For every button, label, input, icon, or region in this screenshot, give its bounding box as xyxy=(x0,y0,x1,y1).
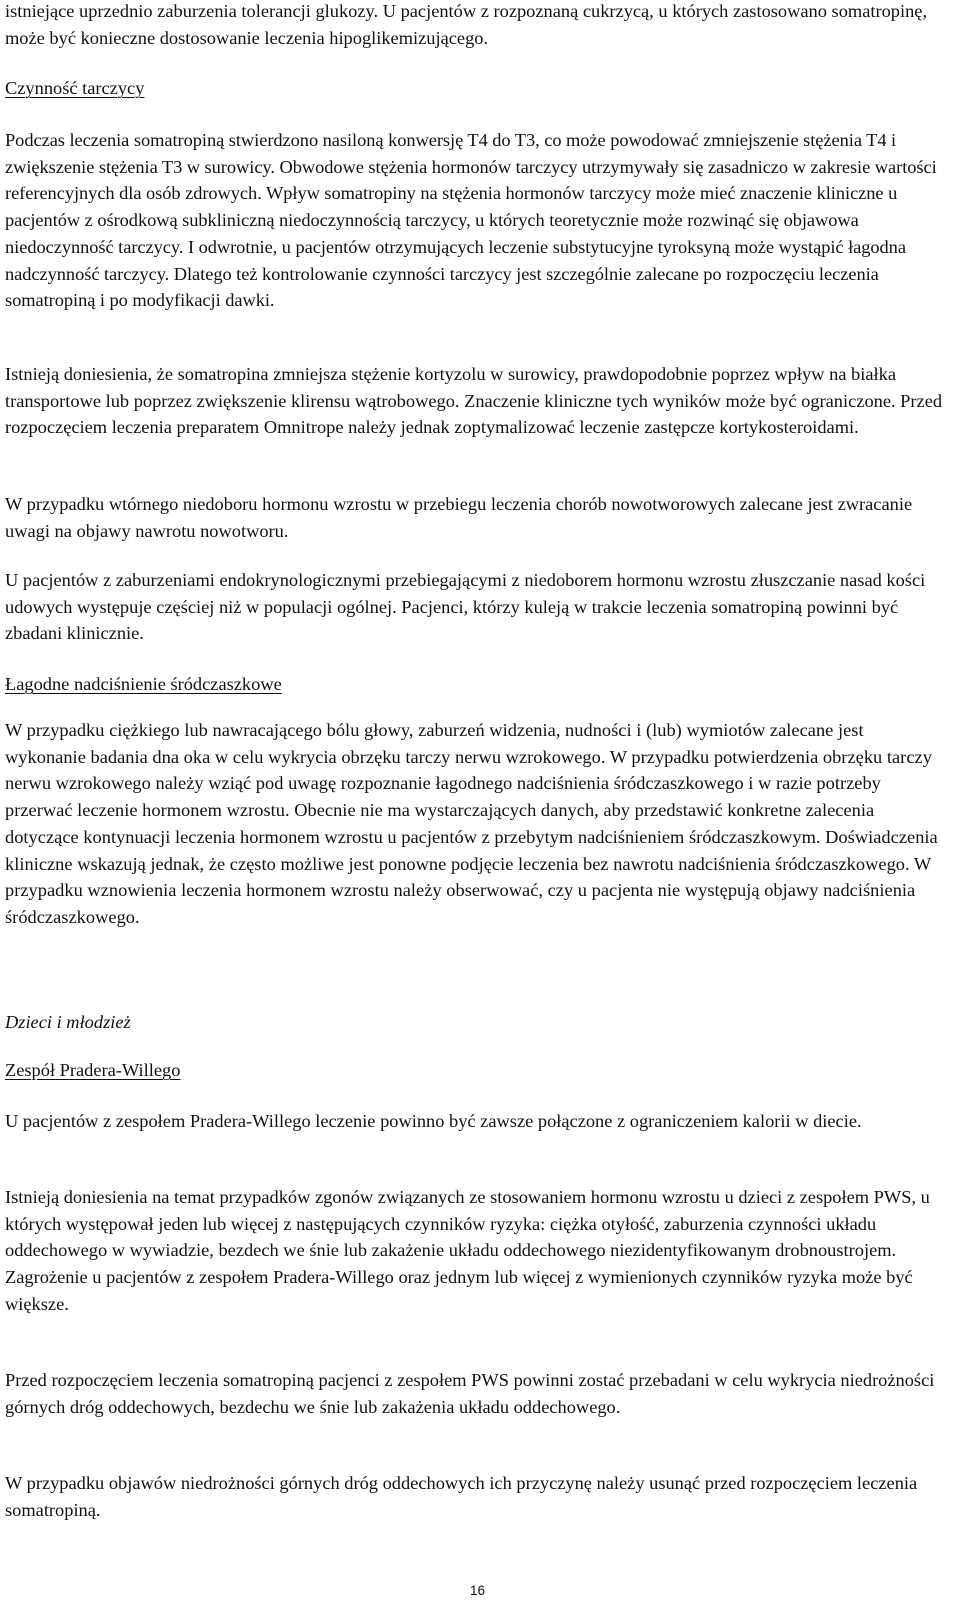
paragraph-pws-fatalities: Istnieją doniesienia na temat przypadków zgonów związanych ze stosowaniem hormonu wzrostu u dzieci z zespołem PWS, u których występował jeden lub więcej z następujących czynników ryzyka: ciężka otyłość, zaburzenia czynności układu oddechowego w wywiadzie, bezdech we śnie lub zakażenie układu oddechowego niezidentyfikowanym drobnoustrojem. Zagrożenie u pacjentów z zespołem Pradera-Willego oraz jednym lub więcej z wymienionych czynników ryzyka może być większe. xyxy=(5,1187,930,1314)
heading-children-adolescents: Dzieci i młodzież xyxy=(5,1012,131,1032)
paragraph-intracranial-hypertension: W przypadku ciężkiego lub nawracającego bólu głowy, zaburzeń widzenia, nudności i (lub) wymiotów zalecane jest wykonanie badania dna oka w celu wykrycia obrzęku tarczy nerwu wzrokowego. W przypadku potwierdzenia obrzęku tarczy nerwu wzrokowego należy wziąć pod uwagę rozpoznanie łagodnego nadciśnienia śródczaszkowego i w razie potrzeby przerwać leczenie hormonem wzrostu. Obecnie nie ma wystarczających danych, aby przedstawić konkretne zalecenia dotyczące kontynuacji leczenia hormonem wzrostu u pacjentów z przebytym nadciśnieniem śródczaszkowym. Doświadczenia kliniczne wskazują jednak, że często możliwe jest ponowne podjęcie leczenia bez nawrotu nadciśnienia śródczaszkowego. W przypadku wznowienia leczenia hormonem wzrostu należy obserwować, czy u pacjenta nie występują objawy nadciśnienia śródczaszkowego. xyxy=(5,720,938,927)
paragraph-pws-airway-obstruction: W przypadku objawów niedrożności górnych dróg oddechowych ich przyczynę należy usunąć przed rozpoczęciem leczenia somatropiną. xyxy=(5,1473,918,1520)
paragraph-cortisol: Istnieją doniesienia, że somatropina zmniejsza stężenie kortyzolu w surowicy, prawdopodobnie poprzez wpływ na białka transportowe lub poprzez zwiększenie klirensu wątrobowego. Znaczenie kliniczne tych wyników może być ograniczone. Przed rozpoczęciem leczenia preparatem Omnitrope należy jednak zoptymalizować leczenie zastępcze kortykosteroidami. xyxy=(5,364,943,438)
paragraph-pws-calorie-restriction: U pacjentów z zespołem Pradera-Willego leczenie powinno być zawsze połączone z ograniczeniem kalorii w diecie. xyxy=(5,1111,862,1131)
page-number: 16 xyxy=(469,1583,486,1598)
paragraph-pws-evaluation: Przed rozpoczęciem leczenia somatropiną pacjenci z zespołem PWS powinni zostać przebadani w celu wykrycia niedrożności górnych dróg oddechowych, bezdechu we śnie lub zakażenia układu oddechowego. xyxy=(5,1370,935,1417)
paragraph-femoral-epiphysis: U pacjentów z zaburzeniami endokrynologicznymi przebiegającymi z niedoborem hormonu wzrostu złuszczanie nasad kości udowych występuje częściej niż w populacji ogólnej. Pacjenci, którzy kuleją w trakcie leczenia somatropiną powinni być zbadani klinicznie. xyxy=(5,570,926,644)
paragraph-neoplasm: W przypadku wtórnego niedoboru hormonu wzrostu w przebiegu leczenia chorób nowotworowych zalecane jest zwracanie uwagi na objawy nawrotu nowotworu. xyxy=(5,494,913,541)
paragraph-glucose-tolerance: istniejące uprzednio zaburzenia tolerancji glukozy. U pacjentów z rozpoznaną cukrzycą, u których zastosowano somatropinę, może być konieczne dostosowanie leczenia hipoglikemizującego. xyxy=(5,1,928,48)
paragraph-thyroid-function: Podczas leczenia somatropiną stwierdzono nasiloną konwersję T4 do T3, co może powodować zmniejszenie stężenia T4 i zwiększenie stężenia T3 w surowicy. Obwodowe stężenia hormonów tarczycy utrzymywały się zasadniczo w zakresie wartości referencyjnych dla osób zdrowych. Wpływ somatropiny na stężenia hormonów tarczycy może mieć znaczenie kliniczne u pacjentów z ośrodkową subkliniczną niedoczynnością tarczycy, u których teoretycznie może rozwinąć się objawowa niedoczynność tarczycy. I odwrotnie, u pacjentów otrzymujących leczenie substytucyjne tyroksyną może wystąpić łagodna nadczynność tarczycy. Dlatego też kontrolowanie czynności tarczycy jest szczególnie zalecane po rozpoczęciu leczenia somatropiną i po modyfikacji dawki. xyxy=(5,130,937,311)
heading-prader-willi: Zespół Pradera-Willego xyxy=(5,1060,181,1080)
heading-intracranial-hypertension: Łagodne nadciśnienie śródczaszkowe xyxy=(5,674,282,694)
heading-thyroid-function: Czynność tarczycy xyxy=(5,78,145,98)
